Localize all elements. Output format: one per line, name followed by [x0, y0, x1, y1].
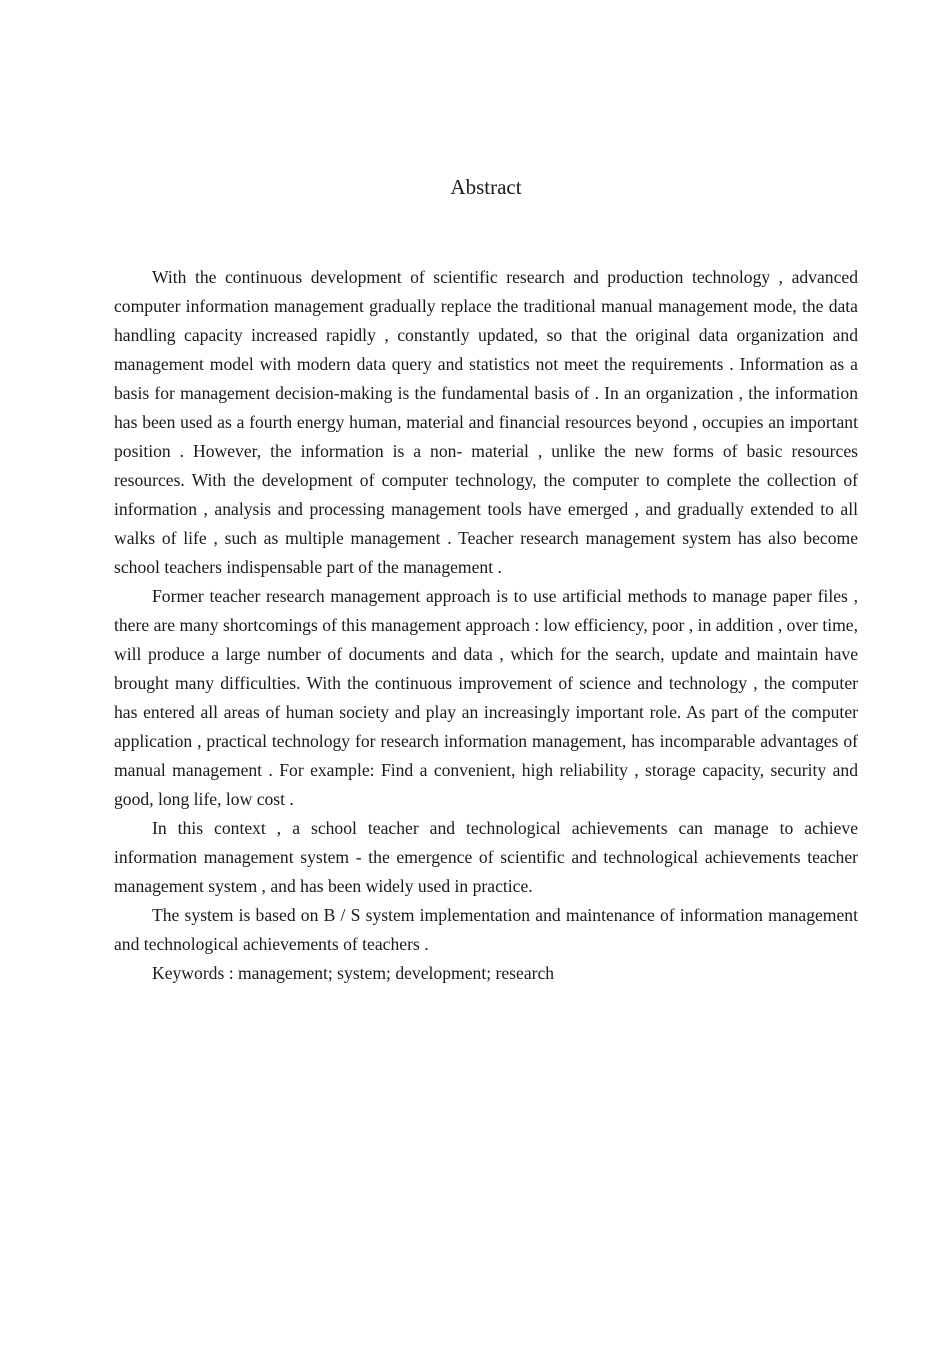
abstract-paragraph-1: With the continuous development of scientific research and production technology , advanced computer information management gradually replace the traditional manual management mode, the data handling capacity increased rapidly , constantly updated, so that the original data organization and management model with modern data query and statistics not meet the requirements . Information as a basis for management decision-making is the fundamental basis of . In an organization , the information has been used as a fourth energy human, material and financial resources beyond , occupies an important position . However, the information is a non- material , unlike the new forms of basic resources resources. With the development of computer technology, the computer to complete the collection of information , analysis and processing management tools have emerged , and gradually extended to all walks of life , such as multiple management . Teacher research management system has also become school teachers indispensable part of the management . — [114, 267, 858, 577]
abstract-paragraph-4: The system is based on B / S system implementation and maintenance of information management and technological achievements of teachers . — [114, 905, 858, 954]
abstract-body — [114, 263, 858, 988]
abstract-paragraph-3: In this context , a school teacher and technological achievements can manage to achieve information management system - the emergence of scientific and technological achievements teacher management system , and has been widely used in practice. — [114, 818, 858, 896]
page-title: Abstract — [450, 175, 522, 199]
abstract-paragraph-2: Former teacher research management approach is to use artificial methods to manage paper files , there are many shortcomings of this management approach : low efficiency, poor , in addition , over time, will produce a large number of documents and data , which for the search, update and maintain have brought many difficulties. With the continuous improvement of science and technology , the computer has entered all areas of human society and play an increasingly important role. As part of the computer application , practical technology for research information management, has incomparable advantages of manual management . For example: Find a convenient, high reliability , storage capacity, security and good, long life, low cost . — [114, 586, 858, 809]
keywords-line: Keywords : management; system; development; research — [152, 963, 555, 983]
